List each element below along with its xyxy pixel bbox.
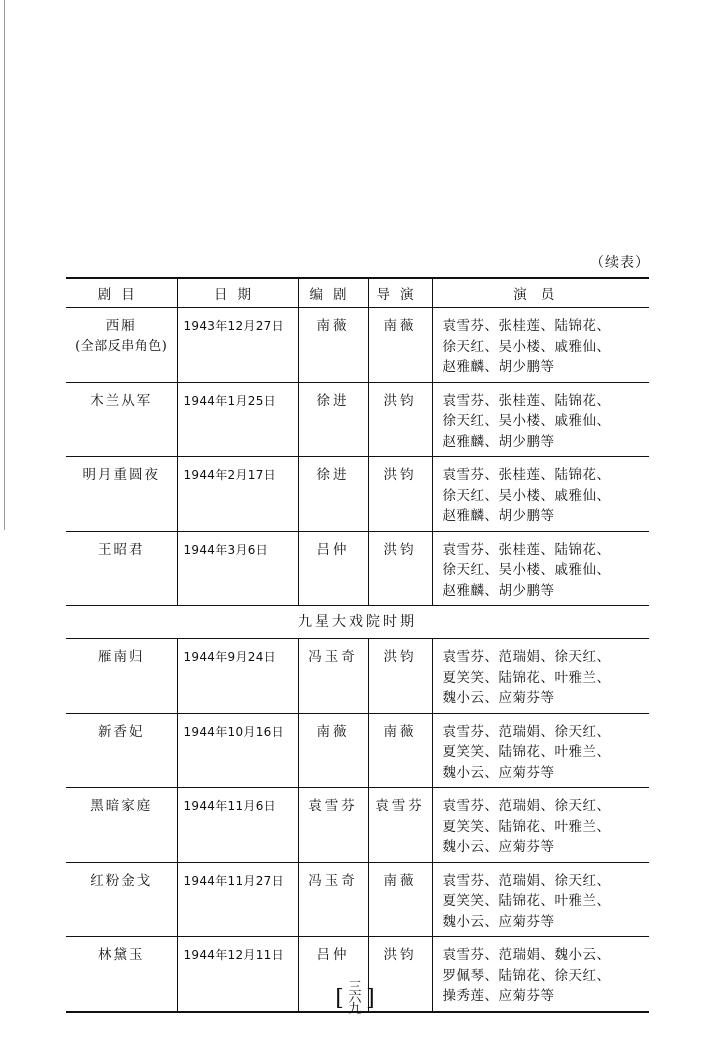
cell-cast bbox=[432, 862, 649, 937]
table-row bbox=[66, 862, 649, 937]
cell-date: 1943年12月27日 bbox=[177, 308, 298, 383]
cast-line: 夏笑笑、陆锦花、叶雅兰、 bbox=[442, 744, 611, 760]
cell-date: 1944年3月6日 bbox=[177, 531, 298, 606]
page-number-digit: 三 bbox=[348, 980, 362, 995]
cell-title: 王昭君 bbox=[66, 531, 177, 606]
period-heading-row bbox=[66, 606, 649, 639]
cell-director: 南薇 bbox=[368, 308, 432, 383]
header-writer: 编剧 bbox=[298, 278, 368, 308]
table-row bbox=[66, 788, 649, 863]
cell-cast bbox=[432, 382, 649, 457]
cell-date: 1944年11月6日 bbox=[177, 788, 298, 863]
cell-writer: 吕仲 bbox=[298, 937, 368, 1012]
table-row bbox=[66, 457, 649, 532]
cast-line: 夏笑笑、陆锦花、叶雅兰、 bbox=[442, 669, 611, 686]
header-date: 日期 bbox=[177, 278, 298, 308]
cell-writer: 南薇 bbox=[298, 308, 368, 383]
cell-director: 南薇 bbox=[368, 713, 432, 788]
cell-title: 林黛玉 bbox=[66, 937, 177, 1012]
cast-line: 魏小云、应菊芬等 bbox=[442, 913, 555, 930]
cell-writer: 袁雪芬 bbox=[298, 788, 368, 863]
cast-line: 魏小云、应菊芬等 bbox=[442, 764, 555, 781]
cell-title: 雁南归 bbox=[66, 639, 177, 714]
cell-date: 1944年9月24日 bbox=[177, 639, 298, 714]
page-number-digit: 六 bbox=[348, 991, 362, 1006]
period-heading: 九星大戏院时期 bbox=[66, 606, 649, 639]
table-header-row bbox=[66, 278, 649, 308]
table-row bbox=[66, 531, 649, 606]
cast-line: 袁雪芬、范瑞娟、魏小云、 bbox=[442, 947, 611, 963]
page-number-digit: 九 bbox=[348, 1002, 362, 1017]
cell-title: 黑暗家庭 bbox=[66, 788, 177, 863]
cell-director: 洪钧 bbox=[368, 531, 432, 606]
cast-line: 魏小云、应菊芬等 bbox=[442, 690, 555, 706]
cell-writer: 冯玉奇 bbox=[298, 862, 368, 937]
page-number-right-bracket: ] bbox=[366, 985, 375, 1011]
cast-line: 袁雪芬、范瑞娟、徐天红、 bbox=[442, 649, 611, 665]
cell-director: 洪钧 bbox=[368, 639, 432, 714]
title-text: 西厢 bbox=[105, 318, 137, 334]
page-number-left-bracket: [ bbox=[335, 985, 344, 1011]
header-title: 剧目 bbox=[66, 278, 177, 308]
cell-director: 南薇 bbox=[368, 862, 432, 937]
cell-writer: 徐进 bbox=[298, 457, 368, 532]
cell-director: 洪钧 bbox=[368, 382, 432, 457]
cell-cast bbox=[432, 457, 649, 532]
header-cast: 演员 bbox=[432, 278, 649, 308]
cast-line: 夏笑笑、陆锦花、叶雅兰、 bbox=[442, 818, 611, 835]
continued-label: （续表） bbox=[590, 255, 650, 271]
cell-writer: 吕仲 bbox=[298, 531, 368, 606]
cell-writer: 南薇 bbox=[298, 713, 368, 788]
cast-line: 徐天红、吴小楼、戚雅仙、 bbox=[442, 413, 611, 429]
cast-line: 徐天红、吴小楼、戚雅仙、 bbox=[442, 338, 611, 355]
cast-line: 徐天红、吴小楼、戚雅仙、 bbox=[442, 487, 611, 504]
cell-cast bbox=[432, 639, 649, 714]
table-row bbox=[66, 639, 649, 714]
table-row bbox=[66, 713, 649, 788]
cell-title: 木兰从军 bbox=[66, 382, 177, 457]
cast-line: 徐天红、吴小楼、戚雅仙、 bbox=[442, 562, 611, 578]
cast-line: 夏笑笑、陆锦花、叶雅兰、 bbox=[442, 893, 611, 909]
cell-writer: 冯玉奇 bbox=[298, 639, 368, 714]
cast-line: 袁雪芬、张桂莲、陆锦花、 bbox=[442, 467, 611, 483]
cast-line: 赵雅麟、胡少鹏等 bbox=[442, 359, 555, 375]
cell-cast bbox=[432, 531, 649, 606]
performance-table bbox=[66, 277, 649, 1017]
cell-title: 明月重圆夜 bbox=[66, 457, 177, 532]
cell-director: 洪钧 bbox=[368, 457, 432, 532]
cast-line: 赵雅麟、胡少鹏等 bbox=[442, 508, 555, 524]
cast-line: 罗佩琴、陆锦花、徐天红、 bbox=[442, 967, 611, 984]
cast-line: 赵雅麟、胡少鹏等 bbox=[442, 582, 555, 599]
cell-director: 洪钧 bbox=[368, 937, 432, 1012]
cast-line: 袁雪芬、张桂莲、陆锦花、 bbox=[442, 318, 611, 334]
cast-line: 袁雪芬、范瑞娟、徐天红、 bbox=[442, 798, 611, 814]
page-number-digits bbox=[348, 982, 362, 1015]
cast-line: 袁雪芬、张桂莲、陆锦花、 bbox=[442, 541, 611, 558]
cell-date: 1944年10月16日 bbox=[177, 713, 298, 788]
cast-line: 操秀莲、应菊芬等 bbox=[442, 988, 555, 1004]
cell-cast bbox=[432, 713, 649, 788]
header-director: 导演 bbox=[368, 278, 432, 308]
cell-cast bbox=[432, 788, 649, 863]
cell-title: 新香妃 bbox=[66, 713, 177, 788]
cell-date: 1944年1月25日 bbox=[177, 382, 298, 457]
cell-date: 1944年11月27日 bbox=[177, 862, 298, 937]
cell-title bbox=[66, 308, 177, 383]
cell-date: 1944年2月17日 bbox=[177, 457, 298, 532]
cell-title: 红粉金戈 bbox=[66, 862, 177, 937]
cast-line: 赵雅麟、胡少鹏等 bbox=[442, 433, 555, 450]
title-note: (全部反串角色) bbox=[75, 338, 168, 354]
cell-date: 1944年12月11日 bbox=[177, 937, 298, 1012]
cast-line: 袁雪芬、范瑞娟、徐天红、 bbox=[442, 723, 611, 740]
page-margin-line bbox=[4, 0, 5, 530]
cast-line: 魏小云、应菊芬等 bbox=[442, 839, 555, 855]
table-row bbox=[66, 308, 649, 383]
table-row bbox=[66, 382, 649, 457]
cell-cast bbox=[432, 308, 649, 383]
cast-line: 袁雪芬、范瑞娟、徐天红、 bbox=[442, 872, 611, 889]
cast-line: 袁雪芬、张桂莲、陆锦花、 bbox=[442, 392, 611, 409]
cell-writer: 徐进 bbox=[298, 382, 368, 457]
cell-director: 袁雪芬 bbox=[368, 788, 432, 863]
page-number bbox=[0, 982, 710, 1015]
